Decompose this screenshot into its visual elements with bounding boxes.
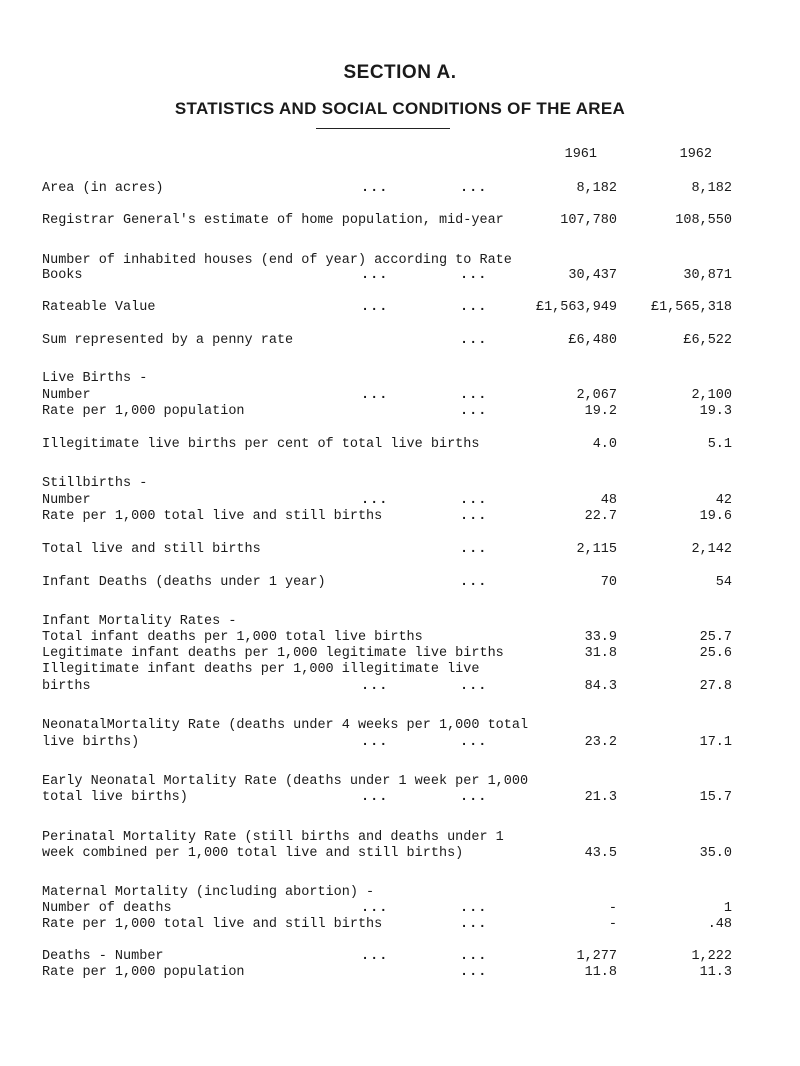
row-label: total live births) [42, 790, 188, 805]
value-1961: 22.7 [584, 509, 617, 524]
value-1961: 70 [600, 575, 617, 590]
value-1962: 11.3 [699, 965, 732, 980]
row-label: Illegitimate infant deaths per 1,000 illegitimate live [42, 662, 480, 677]
value-1962: 30,871 [683, 268, 732, 283]
value-1962: 25.6 [699, 646, 732, 661]
year-header-1961: 1961 [564, 147, 597, 162]
value-1961: 43.5 [584, 846, 617, 861]
leader-dots: ... [460, 917, 488, 932]
value-1962: 2,142 [691, 542, 732, 557]
value-1961: 84.3 [584, 679, 617, 694]
row-label: Number [42, 388, 91, 403]
leader-dots: ... [460, 388, 488, 403]
row-label: Books [42, 268, 83, 283]
row-label: Perinatal Mortality Rate (still births and deaths under 1 [42, 830, 504, 845]
value-1962: £6,522 [683, 333, 732, 348]
leader-dots: ... [460, 949, 488, 964]
row-label: Area (in acres) [42, 181, 164, 196]
row-label: Rate per 1,000 population [42, 965, 245, 980]
row-label: Infant Mortality Rates - [42, 614, 237, 629]
section-heading: SECTION A. [343, 62, 457, 83]
leader-dots: ... [460, 493, 488, 508]
value-1961: 30,437 [568, 268, 617, 283]
leader-dots: ... [361, 493, 389, 508]
row-label: Infant Deaths (deaths under 1 year) [42, 575, 326, 590]
page-title: STATISTICS AND SOCIAL CONDITIONS OF THE AREA [174, 99, 626, 118]
row-label: Rateable Value [42, 300, 156, 315]
leader-dots: ... [361, 901, 389, 916]
value-1961: 48 [600, 493, 617, 508]
value-1962: 8,182 [691, 181, 732, 196]
row-label: Deaths - Number [42, 949, 164, 964]
value-1961: 4.0 [592, 437, 617, 452]
value-1961: 33.9 [584, 630, 617, 645]
leader-dots: ... [361, 679, 389, 694]
value-1961: 21.3 [584, 790, 617, 805]
value-1961: 2,115 [576, 542, 617, 557]
value-1961: 107,780 [560, 213, 617, 228]
leader-dots: ... [460, 181, 488, 196]
row-label: Stillbirths - [42, 476, 148, 491]
value-1962: 17.1 [699, 735, 732, 750]
row-label: births [42, 679, 91, 694]
leader-dots: ... [460, 333, 488, 348]
value-1962: 19.6 [699, 509, 732, 524]
leader-dots: ... [361, 949, 389, 964]
value-1961: 23.2 [584, 735, 617, 750]
value-1962: £1,565,318 [650, 300, 732, 315]
leader-dots: ... [460, 542, 488, 557]
leader-dots: ... [460, 965, 488, 980]
value-1961: 11.8 [584, 965, 617, 980]
year-header-1962: 1962 [679, 147, 712, 162]
value-1962: 5.1 [707, 437, 732, 452]
value-1962: 1 [723, 901, 732, 916]
value-1962: .48 [707, 917, 732, 932]
value-1961: 2,067 [576, 388, 617, 403]
leader-dots: ... [460, 735, 488, 750]
value-1962: 2,100 [691, 388, 732, 403]
value-1961: 19.2 [584, 404, 617, 419]
row-label: Number of inhabited houses (end of year) according to Rate [42, 253, 512, 268]
row-label: Maternal Mortality (including abortion) - [42, 885, 375, 900]
leader-dots: ... [460, 901, 488, 916]
row-label: NeonatalMortality Rate (deaths under 4 weeks per 1,000 total [42, 718, 529, 733]
row-label: Number of deaths [42, 901, 172, 916]
row-label: Rate per 1,000 population [42, 404, 245, 419]
row-label: Number [42, 493, 91, 508]
row-label: Sum represented by a penny rate [42, 333, 294, 348]
row-label: Registrar General's estimate of home population, mid-year [42, 213, 504, 228]
value-1961: 31.8 [584, 646, 617, 661]
row-label: Rate per 1,000 total live and still births [42, 509, 383, 524]
leader-dots: ... [361, 181, 389, 196]
value-1962: 1,222 [691, 949, 732, 964]
row-label: Legitimate infant deaths per 1,000 legitimate live births [42, 646, 504, 661]
row-label: week combined per 1,000 total live and still births) [42, 846, 464, 861]
leader-dots: ... [361, 790, 389, 805]
value-1962: 15.7 [699, 790, 732, 805]
value-1962: 42 [715, 493, 732, 508]
row-label: Illegitimate live births per cent of total live births [42, 437, 480, 452]
value-1961: £6,480 [568, 333, 617, 348]
value-1962: 19.3 [699, 404, 732, 419]
row-label: Early Neonatal Mortality Rate (deaths under 1 week per 1,000 [42, 774, 529, 789]
leader-dots: ... [460, 679, 488, 694]
leader-dots: ... [460, 575, 488, 590]
row-label: Total live and still births [42, 542, 261, 557]
leader-dots: ... [361, 268, 389, 283]
value-1962: 108,550 [675, 213, 732, 228]
leader-dots: ... [361, 300, 389, 315]
leader-dots: ... [460, 404, 488, 419]
title-underline [316, 128, 450, 129]
value-1961: - [608, 917, 617, 932]
row-label: Total infant deaths per 1,000 total live births [42, 630, 423, 645]
row-label: Live Births - [42, 371, 148, 386]
leader-dots: ... [361, 388, 389, 403]
leader-dots: ... [460, 300, 488, 315]
value-1962: 54 [715, 575, 732, 590]
value-1961: 8,182 [576, 181, 617, 196]
value-1961: £1,563,949 [535, 300, 617, 315]
row-label: Rate per 1,000 total live and still births [42, 917, 383, 932]
leader-dots: ... [460, 268, 488, 283]
row-label: live births) [42, 735, 140, 750]
value-1962: 35.0 [699, 846, 732, 861]
value-1962: 25.7 [699, 630, 732, 645]
value-1961: - [608, 901, 617, 916]
value-1961: 1,277 [576, 949, 617, 964]
leader-dots: ... [460, 790, 488, 805]
value-1962: 27.8 [699, 679, 732, 694]
leader-dots: ... [460, 509, 488, 524]
leader-dots: ... [361, 735, 389, 750]
